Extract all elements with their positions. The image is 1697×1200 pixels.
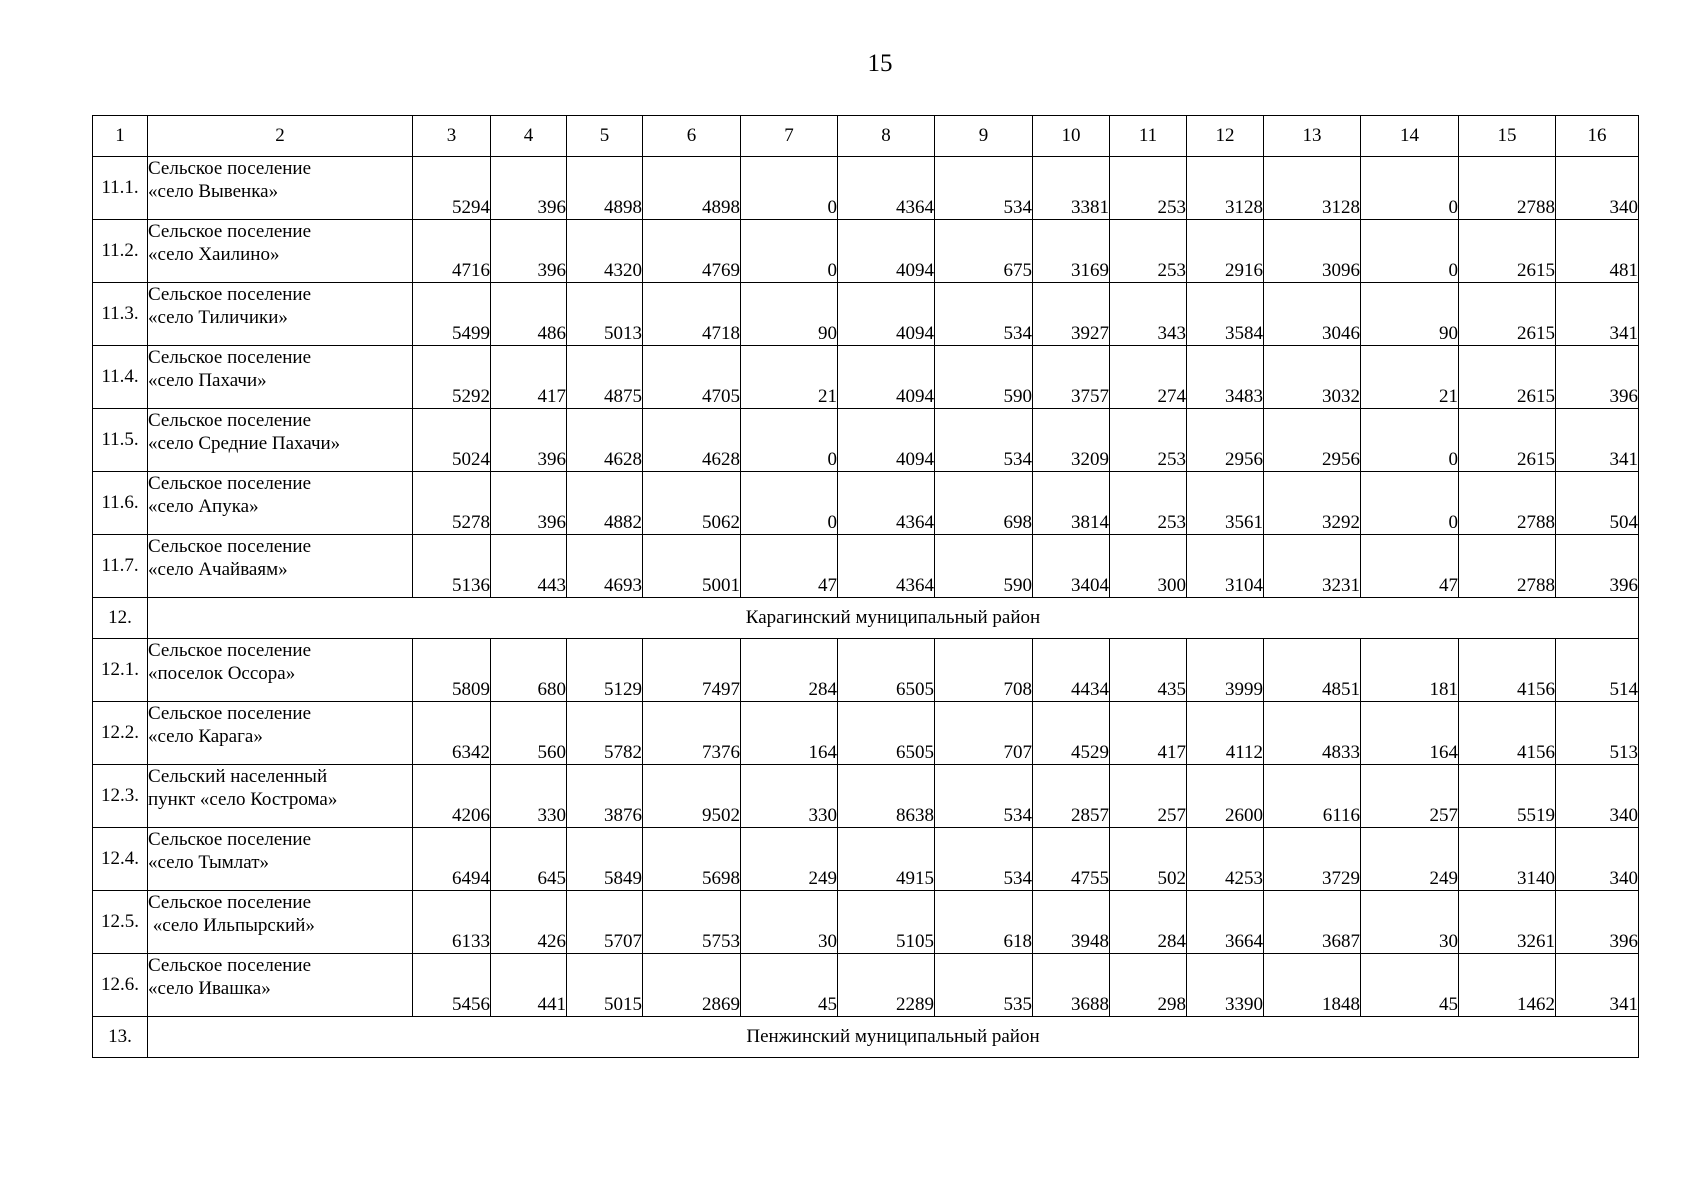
value-cell-col-12: 3104 [1187,535,1264,598]
value-cell-col-16: 396 [1556,891,1639,954]
value-cell-col-4: 560 [491,702,567,765]
value-cell-col-6: 9502 [643,765,741,828]
value-cell-col-9: 708 [935,639,1033,702]
value-cell-col-16: 513 [1556,702,1639,765]
value-cell-col-15: 2788 [1459,472,1556,535]
value-cell-col-5: 4898 [567,157,643,220]
column-header-9: 9 [935,116,1033,157]
value-cell-col-8: 4364 [838,157,935,220]
value-cell-col-4: 680 [491,639,567,702]
value-cell-col-15: 4156 [1459,639,1556,702]
value-cell-col-14: 0 [1361,472,1459,535]
row-number: 11.6. [93,472,148,535]
settlement-name: Сельское поселение «село Вывенка» [148,157,413,220]
value-cell-col-9: 590 [935,535,1033,598]
value-cell-col-5: 5129 [567,639,643,702]
value-cell-col-16: 340 [1556,765,1639,828]
value-cell-col-5: 5782 [567,702,643,765]
value-cell-col-13: 1848 [1264,954,1361,1017]
value-cell-col-7: 164 [741,702,838,765]
value-cell-col-16: 396 [1556,535,1639,598]
value-cell-col-6: 4628 [643,409,741,472]
value-cell-col-6: 4769 [643,220,741,283]
value-cell-col-12: 3483 [1187,346,1264,409]
settlement-name: Сельское поселение «село Ильпырский» [148,891,413,954]
column-header-5: 5 [567,116,643,157]
value-cell-col-11: 284 [1110,891,1187,954]
value-cell-col-10: 4755 [1033,828,1110,891]
value-cell-col-4: 396 [491,409,567,472]
value-cell-col-11: 502 [1110,828,1187,891]
value-cell-col-3: 6342 [413,702,491,765]
value-cell-col-9: 534 [935,409,1033,472]
value-cell-col-4: 396 [491,157,567,220]
value-cell-col-9: 698 [935,472,1033,535]
value-cell-col-12: 3390 [1187,954,1264,1017]
value-cell-col-10: 4434 [1033,639,1110,702]
value-cell-col-12: 3584 [1187,283,1264,346]
settlement-name: Сельское поселение «село Тымлат» [148,828,413,891]
value-cell-col-10: 3404 [1033,535,1110,598]
value-cell-col-6: 5001 [643,535,741,598]
column-header-4: 4 [491,116,567,157]
value-cell-col-8: 5105 [838,891,935,954]
value-cell-col-9: 534 [935,157,1033,220]
value-cell-col-15: 2615 [1459,283,1556,346]
value-cell-col-15: 1462 [1459,954,1556,1017]
value-cell-col-11: 253 [1110,472,1187,535]
table-row [93,954,1639,1017]
row-number: 12.4. [93,828,148,891]
column-header-8: 8 [838,116,935,157]
table-row [93,535,1639,598]
value-cell-col-3: 5456 [413,954,491,1017]
value-cell-col-7: 284 [741,639,838,702]
column-header-16: 16 [1556,116,1639,157]
value-cell-col-4: 417 [491,346,567,409]
value-cell-col-13: 3128 [1264,157,1361,220]
settlement-name: Сельское поселение «село Хаилино» [148,220,413,283]
value-cell-col-6: 5753 [643,891,741,954]
value-cell-col-8: 4094 [838,409,935,472]
value-cell-col-9: 618 [935,891,1033,954]
value-cell-col-14: 181 [1361,639,1459,702]
value-cell-col-7: 0 [741,472,838,535]
table-row [93,472,1639,535]
value-cell-col-3: 5292 [413,346,491,409]
value-cell-col-3: 5499 [413,283,491,346]
value-cell-col-15: 5519 [1459,765,1556,828]
value-cell-col-6: 5698 [643,828,741,891]
value-cell-col-3: 4206 [413,765,491,828]
value-cell-col-6: 7376 [643,702,741,765]
value-cell-col-3: 4716 [413,220,491,283]
column-header-10: 10 [1033,116,1110,157]
value-cell-col-13: 4851 [1264,639,1361,702]
value-cell-col-13: 3096 [1264,220,1361,283]
value-cell-col-7: 249 [741,828,838,891]
value-cell-col-15: 2615 [1459,346,1556,409]
table-row [93,828,1639,891]
value-cell-col-7: 45 [741,954,838,1017]
value-cell-col-8: 4364 [838,535,935,598]
settlement-name: Сельский населенный пункт «село Кострома» [148,765,413,828]
settlement-name: Сельское поселение «поселок Оссора» [148,639,413,702]
value-cell-col-13: 4833 [1264,702,1361,765]
value-cell-col-15: 3140 [1459,828,1556,891]
value-cell-col-9: 707 [935,702,1033,765]
value-cell-col-9: 675 [935,220,1033,283]
value-cell-col-8: 4094 [838,283,935,346]
value-cell-col-10: 3757 [1033,346,1110,409]
value-cell-col-9: 534 [935,283,1033,346]
value-cell-col-9: 534 [935,765,1033,828]
value-cell-col-13: 2956 [1264,409,1361,472]
row-number: 13. [93,1017,148,1058]
value-cell-col-13: 3687 [1264,891,1361,954]
value-cell-col-6: 4718 [643,283,741,346]
column-header-14: 14 [1361,116,1459,157]
settlement-name: Сельское поселение «село Карага» [148,702,413,765]
value-cell-col-13: 6116 [1264,765,1361,828]
section-row [93,598,1639,639]
table-row [93,157,1639,220]
value-cell-col-3: 5278 [413,472,491,535]
value-cell-col-7: 47 [741,535,838,598]
header-row [93,116,1639,157]
value-cell-col-7: 0 [741,157,838,220]
row-number: 12.6. [93,954,148,1017]
value-cell-col-15: 4156 [1459,702,1556,765]
value-cell-col-12: 3664 [1187,891,1264,954]
value-cell-col-15: 2788 [1459,535,1556,598]
table-row [93,220,1639,283]
value-cell-col-5: 4693 [567,535,643,598]
value-cell-col-12: 3999 [1187,639,1264,702]
value-cell-col-14: 47 [1361,535,1459,598]
value-cell-col-8: 4094 [838,346,935,409]
value-cell-col-14: 0 [1361,157,1459,220]
value-cell-col-12: 2956 [1187,409,1264,472]
value-cell-col-3: 5024 [413,409,491,472]
value-cell-col-15: 2788 [1459,157,1556,220]
settlement-name: Сельское поселение «село Апука» [148,472,413,535]
value-cell-col-16: 341 [1556,409,1639,472]
column-header-6: 6 [643,116,741,157]
value-cell-col-10: 3169 [1033,220,1110,283]
column-header-2: 2 [148,116,413,157]
value-cell-col-8: 8638 [838,765,935,828]
row-number: 12.5. [93,891,148,954]
value-cell-col-5: 5015 [567,954,643,1017]
value-cell-col-4: 441 [491,954,567,1017]
value-cell-col-13: 3729 [1264,828,1361,891]
value-cell-col-15: 3261 [1459,891,1556,954]
column-header-12: 12 [1187,116,1264,157]
value-cell-col-10: 2857 [1033,765,1110,828]
value-cell-col-6: 7497 [643,639,741,702]
value-cell-col-7: 0 [741,409,838,472]
value-cell-col-7: 330 [741,765,838,828]
value-cell-col-16: 514 [1556,639,1639,702]
value-cell-col-5: 3876 [567,765,643,828]
value-cell-col-10: 3688 [1033,954,1110,1017]
value-cell-col-7: 30 [741,891,838,954]
section-title: Карагинский муниципальный район [148,598,1639,639]
data-table [92,115,1639,1058]
value-cell-col-16: 504 [1556,472,1639,535]
value-cell-col-8: 4364 [838,472,935,535]
value-cell-col-10: 3381 [1033,157,1110,220]
row-number: 11.1. [93,157,148,220]
column-header-3: 3 [413,116,491,157]
table-row [93,891,1639,954]
value-cell-col-11: 298 [1110,954,1187,1017]
value-cell-col-6: 4898 [643,157,741,220]
column-header-1: 1 [93,116,148,157]
table-row [93,409,1639,472]
value-cell-col-6: 2869 [643,954,741,1017]
value-cell-col-5: 5707 [567,891,643,954]
value-cell-col-11: 300 [1110,535,1187,598]
value-cell-col-12: 2916 [1187,220,1264,283]
value-cell-col-4: 486 [491,283,567,346]
row-number: 11.3. [93,283,148,346]
value-cell-col-5: 5013 [567,283,643,346]
row-number: 12. [93,598,148,639]
value-cell-col-9: 590 [935,346,1033,409]
row-number: 12.2. [93,702,148,765]
value-cell-col-7: 90 [741,283,838,346]
column-header-15: 15 [1459,116,1556,157]
value-cell-col-15: 2615 [1459,409,1556,472]
settlement-name: Сельское поселение «село Ачайваям» [148,535,413,598]
value-cell-col-14: 90 [1361,283,1459,346]
value-cell-col-16: 340 [1556,828,1639,891]
value-cell-col-3: 5136 [413,535,491,598]
value-cell-col-8: 4094 [838,220,935,283]
row-number: 12.1. [93,639,148,702]
value-cell-col-14: 249 [1361,828,1459,891]
section-row [93,1017,1639,1058]
settlement-name: Сельское поселение «село Пахачи» [148,346,413,409]
settlement-name: Сельское поселение «село Средние Пахачи» [148,409,413,472]
value-cell-col-14: 45 [1361,954,1459,1017]
value-cell-col-16: 340 [1556,157,1639,220]
value-cell-col-11: 253 [1110,157,1187,220]
column-header-7: 7 [741,116,838,157]
value-cell-col-14: 21 [1361,346,1459,409]
value-cell-col-15: 2615 [1459,220,1556,283]
value-cell-col-5: 4875 [567,346,643,409]
row-number: 11.4. [93,346,148,409]
value-cell-col-4: 396 [491,220,567,283]
value-cell-col-4: 645 [491,828,567,891]
settlement-name: Сельское поселение «село Тиличики» [148,283,413,346]
value-cell-col-3: 5294 [413,157,491,220]
value-cell-col-10: 3209 [1033,409,1110,472]
value-cell-col-7: 21 [741,346,838,409]
value-cell-col-4: 330 [491,765,567,828]
value-cell-col-6: 4705 [643,346,741,409]
value-cell-col-5: 4882 [567,472,643,535]
row-number: 11.2. [93,220,148,283]
settlement-name: Сельское поселение «село Ивашка» [148,954,413,1017]
value-cell-col-14: 0 [1361,220,1459,283]
row-number: 11.7. [93,535,148,598]
value-cell-col-13: 3292 [1264,472,1361,535]
value-cell-col-11: 417 [1110,702,1187,765]
value-cell-col-8: 4915 [838,828,935,891]
table-row [93,702,1639,765]
value-cell-col-10: 4529 [1033,702,1110,765]
value-cell-col-3: 5809 [413,639,491,702]
table-body [93,157,1639,1058]
value-cell-col-14: 164 [1361,702,1459,765]
value-cell-col-13: 3046 [1264,283,1361,346]
table-row [93,346,1639,409]
value-cell-col-16: 341 [1556,283,1639,346]
value-cell-col-14: 257 [1361,765,1459,828]
value-cell-col-13: 3231 [1264,535,1361,598]
value-cell-col-12: 4112 [1187,702,1264,765]
table-row [93,765,1639,828]
value-cell-col-4: 443 [491,535,567,598]
row-number: 12.3. [93,765,148,828]
value-cell-col-12: 3128 [1187,157,1264,220]
value-cell-col-4: 396 [491,472,567,535]
value-cell-col-13: 3032 [1264,346,1361,409]
value-cell-col-5: 4628 [567,409,643,472]
value-cell-col-8: 6505 [838,702,935,765]
value-cell-col-3: 6133 [413,891,491,954]
value-cell-col-11: 274 [1110,346,1187,409]
section-title: Пенжинский муниципальный район [148,1017,1639,1058]
value-cell-col-11: 435 [1110,639,1187,702]
value-cell-col-9: 535 [935,954,1033,1017]
value-cell-col-11: 257 [1110,765,1187,828]
value-cell-col-16: 481 [1556,220,1639,283]
value-cell-col-11: 253 [1110,409,1187,472]
value-cell-col-11: 343 [1110,283,1187,346]
value-cell-col-14: 30 [1361,891,1459,954]
column-header-13: 13 [1264,116,1361,157]
value-cell-col-10: 3814 [1033,472,1110,535]
value-cell-col-5: 5849 [567,828,643,891]
value-cell-col-12: 4253 [1187,828,1264,891]
value-cell-col-8: 6505 [838,639,935,702]
row-number: 11.5. [93,409,148,472]
value-cell-col-7: 0 [741,220,838,283]
value-cell-col-3: 6494 [413,828,491,891]
table-row [93,283,1639,346]
value-cell-col-6: 5062 [643,472,741,535]
value-cell-col-8: 2289 [838,954,935,1017]
value-cell-col-9: 534 [935,828,1033,891]
value-cell-col-16: 341 [1556,954,1639,1017]
value-cell-col-5: 4320 [567,220,643,283]
page-number: 15 [867,50,893,77]
value-cell-col-11: 253 [1110,220,1187,283]
value-cell-col-10: 3948 [1033,891,1110,954]
column-header-11: 11 [1110,116,1187,157]
value-cell-col-12: 3561 [1187,472,1264,535]
value-cell-col-10: 3927 [1033,283,1110,346]
value-cell-col-4: 426 [491,891,567,954]
value-cell-col-14: 0 [1361,409,1459,472]
table-row [93,639,1639,702]
value-cell-col-16: 396 [1556,346,1639,409]
value-cell-col-12: 2600 [1187,765,1264,828]
